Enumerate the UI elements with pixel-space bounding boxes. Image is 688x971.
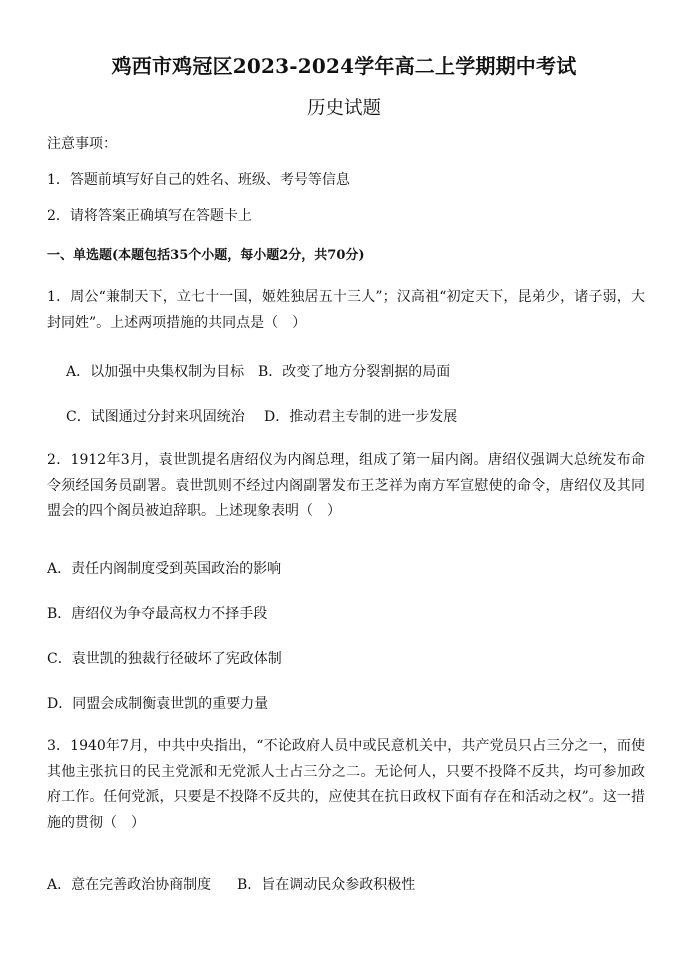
- question-2-option-d: D．同盟会成制衡袁世凯的重要力量: [47, 696, 269, 712]
- question-2-option-b: B．唐绍仪为争夺最高权力不择手段: [47, 606, 268, 622]
- question-3-option-a: A．意在完善政治协商制度: [47, 877, 212, 893]
- exam-title: 鸡西市鸡冠区2023-2024学年高二上学期期中考试: [111, 54, 577, 78]
- question-1-option-a: A．以加强中央集权制为目标: [66, 364, 245, 380]
- exam-subtitle: 历史试题: [306, 98, 381, 119]
- question-3-option-b: B．旨在调动民众参政积极性: [237, 877, 416, 893]
- question-2-option-c: C．袁世凯的独裁行径破坏了宪政体制: [47, 651, 282, 667]
- notice-heading: 注意事项：: [47, 136, 117, 152]
- question-2-stem: 2．1912年3月，袁世凯提名唐绍仪为内阁总理，组成了第一届内阁。唐绍仪强调大总统发布命令须经国务员副署。袁世凯则不经过内阁副署发布王芝祥为南方军宣慰使的命令，唐绍仪及其同盟会的四个阁员被迫辞职。上述现象表明（ ）: [47, 452, 645, 519]
- question-1-option-c: C．试图通过分封来巩固统治: [66, 409, 245, 425]
- question-2-option-a: A．责任内阁制度受到英国政治的影响: [47, 561, 282, 577]
- section-heading: 一、单选题(本题包括35个小题，每小题2分，共70分): [47, 248, 365, 263]
- question-1-option-b: B．改变了地方分裂割据的局面: [258, 364, 451, 380]
- question-1-stem: 1．周公“兼制天下，立七十一国，姬姓独居五十三人”；汉高祖“初定天下，昆弟少，诸子弱，大封同姓”。上述两项措施的共同点是（ ）: [47, 289, 645, 331]
- question-1-option-d: D．推动君主专制的进一步发展: [264, 409, 458, 425]
- question-3-stem: 3．1940年7月，中共中央指出，“不论政府人员中或民意机关中，共产党员只占三分之一，而使其他主张抗日的民主党派和无党派人士占三分之二。无论何人，只要不投降不反共，均可参加政府工作。任何党派，只要是不投降不反共的，应使其在抗日政权下面有存在和活动之权”。这一措施的贯彻（ ）: [47, 738, 645, 831]
- notice-item-2: 2．请将答案正确填写在答题卡上: [47, 208, 252, 224]
- notice-item-1: 1．答题前填写好自己的姓名、班级、考号等信息: [47, 172, 350, 188]
